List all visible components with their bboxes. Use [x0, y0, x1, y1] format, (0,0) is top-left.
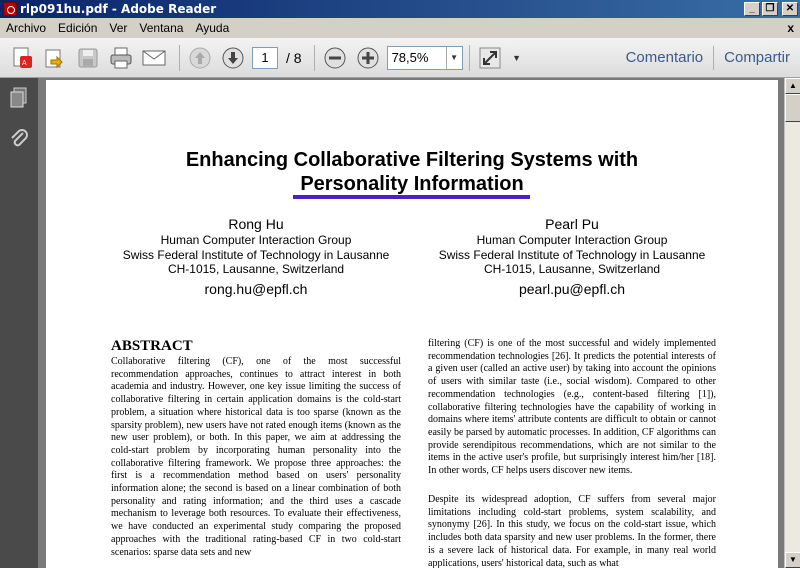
pages-icon[interactable]	[8, 86, 30, 108]
fit-window-icon[interactable]	[476, 44, 504, 72]
author-affiliation: CH-1015, Lausanne, Switzerland	[483, 262, 661, 276]
print-icon[interactable]	[107, 44, 135, 72]
scroll-down-icon[interactable]: ▼	[785, 552, 800, 568]
toolbar	[0, 38, 800, 78]
pdf-page	[46, 80, 778, 568]
next-page-icon[interactable]	[219, 44, 247, 72]
author-affiliation: Swiss Federal Institute of Technology in Lausanne	[122, 247, 390, 262]
abstract-heading: ABSTRACT	[111, 338, 193, 354]
vertical-scrollbar[interactable]	[784, 78, 800, 568]
author-affiliation: Swiss Federal Institute of Technology in Lausanne	[438, 247, 706, 262]
menu-ventana[interactable]: Ventana	[139, 21, 184, 35]
author-block-2	[422, 215, 722, 298]
menu-edicion[interactable]: Edición	[58, 21, 98, 35]
search-highlight-underline	[293, 195, 530, 199]
author-affiliation: Human Computer Interaction Group	[160, 233, 352, 247]
author-email: rong.hu@epfl.ch	[204, 280, 308, 297]
zoom-out-icon[interactable]	[321, 44, 349, 72]
minimize-button[interactable]: _	[744, 2, 760, 16]
toolbar-separator	[469, 45, 470, 71]
menu-bar	[0, 18, 800, 38]
document-view[interactable]	[38, 78, 784, 568]
open-icon[interactable]	[41, 44, 69, 72]
create-pdf-icon[interactable]	[8, 44, 36, 72]
paper-title-line-2: Personality Information	[300, 173, 524, 195]
author-block-1	[106, 215, 406, 298]
zoom-select[interactable]	[387, 46, 463, 70]
svg-text:A: A	[22, 59, 27, 67]
attachments-icon[interactable]	[8, 128, 30, 150]
author-name: Pearl Pu	[545, 216, 599, 232]
document-close-button[interactable]: x	[787, 21, 794, 35]
abstract-text: Collaborative filtering (CF), one of the most successful recommendation approaches, continues to attract interest in both academia and industry. However, one key issue limiting the success of collaborative filtering in certain application domains is the cold-start problem, a situation where historical data is too sparse (known as the sparsity problem), new users have not rated enough items (known as the new user problem), or both. In this paper, we aim at addressing the cold-start problem by incorporating human personality into the collaborative filtering framework. We propose three approaches: the first is a recommendation method based on users' personality information alone; the second is based on a linear combination of both personality and rating information; and the third uses a cascade mechanism to leverage both resources. To evaluate their effectiveness, we have conducted an experimental study comparing the proposed approaches with the traditional rating-based CF in two cold-start scenarios: sparse data sets and new	[111, 356, 401, 558]
navigation-panel	[0, 78, 38, 568]
intro-paragraph-1: filtering (CF) is one of the most successful and widely implemented recommendation technologies [26]. It predicts the potential interests of a given user (called an active user) by taking into account the opinions of users with similar taste (i.e., social wisdom). Compared to other recommendation technologies (e.g., content-based filtering [1]), collaborative filtering technologies have the capability of working in domains where items' attribute contents are difficult to obtain or cannot easily be parsed by automatic processes. In addition, CF algorithms can provide serendipitous recommendations, which are not similar to the items in the active user's profile, but surprisingly interest him/her [18]. In other words, CF helps users discover new items.	[428, 338, 716, 477]
author-affiliation: Human Computer Interaction Group	[476, 233, 668, 247]
adobe-reader-icon	[3, 2, 17, 16]
toolbar-separator	[179, 45, 180, 71]
intro-paragraph-2: Despite its widespread adoption, CF suffers from several major limitations including cold-start problems, system scalability, and synonymy [26]. In this study, we focus on the cold-start issue, which includes both data sparsity and new user problems. In the former, there is a severe lack of historical data. For example, in many real world applications, users' historical data, such as what	[428, 494, 716, 568]
title-bar	[0, 0, 800, 18]
author-affiliation: CH-1015, Lausanne, Switzerland	[167, 262, 345, 276]
menu-ver[interactable]: Ver	[109, 21, 128, 35]
toolbar-separator	[314, 45, 315, 71]
share-button[interactable]: Compartir	[724, 49, 790, 66]
toolbar-options-icon[interactable]: ▼	[512, 52, 522, 63]
window-title: rlp091hu.pdf - Adobe Reader	[20, 2, 217, 16]
scrollbar-thumb[interactable]	[785, 94, 800, 122]
page-total: / 8	[286, 49, 302, 66]
menu-ayuda[interactable]: Ayuda	[195, 21, 230, 35]
menu-archivo[interactable]: Archivo	[6, 21, 47, 35]
scroll-up-icon[interactable]: ▲	[785, 78, 800, 94]
zoom-value: 78,5%	[391, 50, 429, 65]
save-icon[interactable]	[74, 44, 102, 72]
close-button[interactable]: ✕	[782, 2, 798, 16]
chevron-down-icon[interactable]: ▼	[446, 47, 462, 69]
page-number-input[interactable]: 1	[252, 47, 278, 69]
paper-title-line-1: Enhancing Collaborative Filtering Systems with	[185, 149, 639, 171]
email-icon[interactable]	[140, 44, 168, 72]
author-email: pearl.pu@epfl.ch	[518, 280, 626, 297]
restore-button[interactable]: ❐	[762, 2, 778, 16]
author-name: Rong Hu	[228, 216, 284, 232]
zoom-in-icon[interactable]	[354, 44, 382, 72]
prev-page-icon[interactable]	[186, 44, 214, 72]
comment-button[interactable]: Comentario	[625, 49, 704, 66]
